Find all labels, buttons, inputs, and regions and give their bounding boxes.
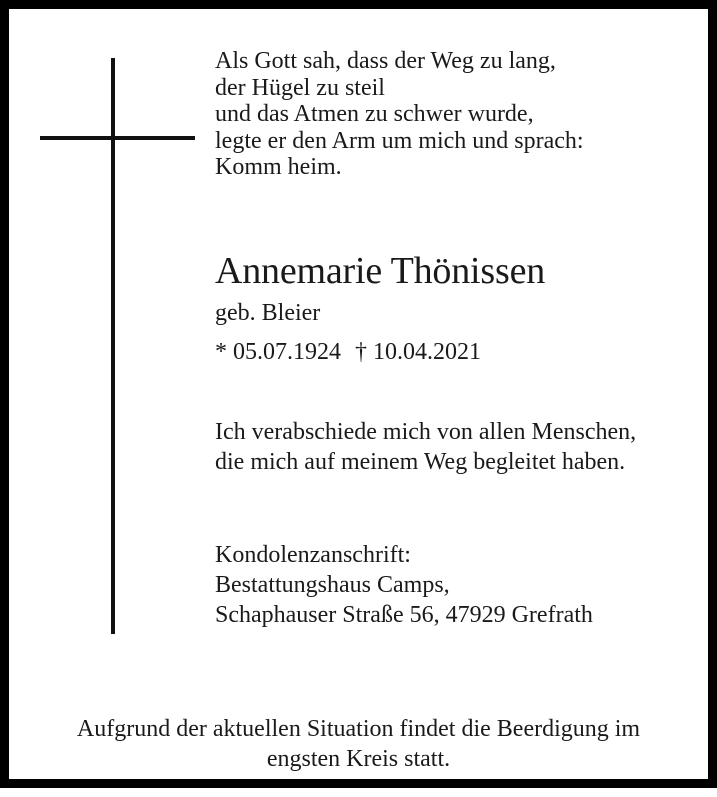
poem-line-3: und das Atmen zu schwer wurde, [215, 101, 534, 128]
poem-line-2: der Hügel zu steil [215, 74, 385, 101]
condolence-heading: Kondolenzanschrift: [215, 542, 411, 568]
poem-line-1: Als Gott sah, dass der Weg zu lang, [215, 48, 556, 74]
life-dates [215, 337, 481, 367]
cross-vertical-bar [111, 58, 115, 634]
poem [215, 48, 584, 181]
condolence-address [215, 540, 593, 630]
maiden-name: geb. Bleier [215, 300, 321, 326]
farewell-line-2: die mich auf meinem Weg begleitet haben. [215, 449, 626, 475]
poem-line-4: legte er den Arm um mich und sprach: [215, 127, 584, 154]
deceased-name: Annemarie Thönissen [215, 250, 546, 292]
funeral-home-address: Schaphauser Straße 56, 47929 Grefrath [215, 602, 593, 628]
funeral-home-name: Bestattungshaus Camps, [215, 572, 450, 598]
cross-horizontal-bar [40, 136, 195, 140]
farewell-message [215, 417, 636, 477]
notice-line-2: engsten Kreis statt. [266, 746, 451, 772]
notice-line-1: Aufgrund der aktuellen Situation findet die Beerdigung im [76, 716, 641, 742]
funeral-notice [12, 714, 705, 774]
birth-date: * 05.07.1924 [215, 339, 341, 365]
death-date: † 10.04.2021 [355, 339, 481, 365]
poem-line-5: Komm heim. [215, 154, 342, 181]
farewell-line-1: Ich verabschiede mich von allen Menschen, [215, 419, 637, 445]
